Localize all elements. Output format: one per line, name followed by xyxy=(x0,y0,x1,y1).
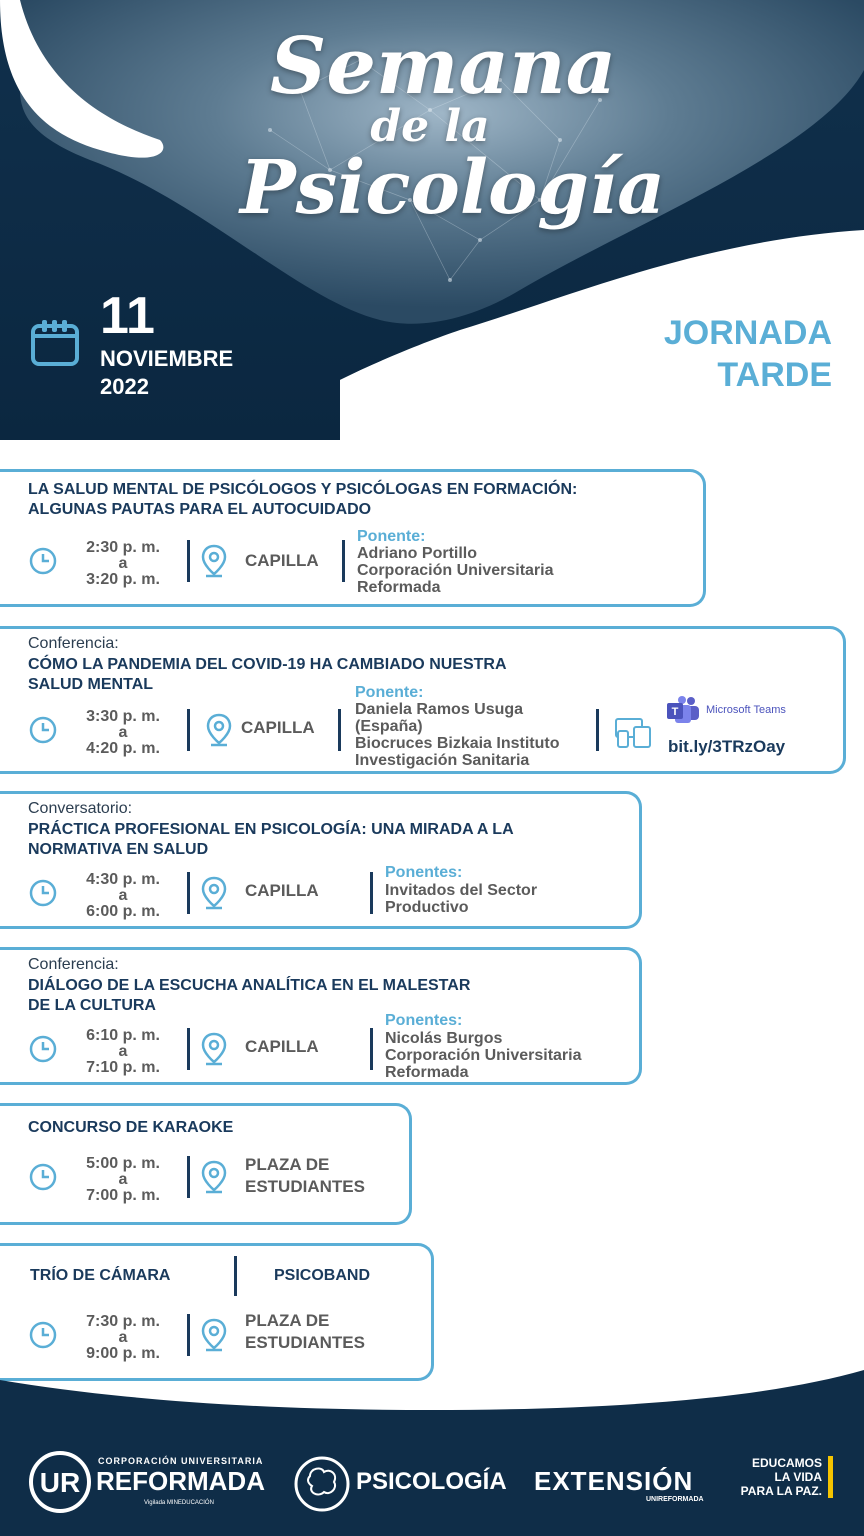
event-time xyxy=(70,540,176,588)
teams-label: Microsoft Teams xyxy=(706,704,786,716)
event-time xyxy=(70,872,176,920)
divider xyxy=(187,1156,190,1198)
teams-link[interactable]: bit.ly/3TRzOay xyxy=(668,737,786,756)
microsoft-teams-icon xyxy=(667,695,701,725)
jornada-label xyxy=(664,312,832,396)
time-separator: a xyxy=(118,1171,128,1188)
slogan-line-2: LA VIDA xyxy=(774,1470,822,1484)
speaker-label: Ponentes: xyxy=(385,1012,463,1029)
header-banner xyxy=(0,0,864,440)
place-line-2: ESTUDIANTES xyxy=(245,1177,365,1196)
clock-icon xyxy=(28,1320,58,1350)
event-title xyxy=(28,480,577,520)
event-place: CAPILLA xyxy=(245,881,319,900)
clock-icon xyxy=(28,1162,58,1192)
event-time xyxy=(70,1156,176,1204)
time-end: 3:20 p. m. xyxy=(86,571,160,588)
event-title-left: TRÍO DE CÁMARA xyxy=(30,1267,171,1284)
event-title xyxy=(28,655,507,695)
event-time xyxy=(70,709,176,757)
footer xyxy=(0,1370,864,1536)
calendar-icon xyxy=(30,318,80,368)
event-type: Conferencia: xyxy=(28,635,119,652)
svg-text:UR: UR xyxy=(39,1467,81,1498)
event-place: CAPILLA xyxy=(241,718,315,737)
title-line-1: Semana xyxy=(270,21,617,112)
speaker-info xyxy=(385,882,537,916)
divider xyxy=(370,1028,373,1070)
jornada-line-1: JORNADA xyxy=(663,314,832,352)
slogan-bar xyxy=(828,1456,833,1498)
divider xyxy=(187,1028,190,1070)
svg-text:T: T xyxy=(671,706,679,718)
event-title-line-2: NORMATIVA EN SALUD xyxy=(28,841,209,858)
speaker-line-1: Invitados del Sector xyxy=(385,882,538,899)
slogan-line-1: EDUCAMOS xyxy=(751,1456,822,1470)
speaker-label: Ponente: xyxy=(357,528,426,545)
time-end: 9:00 p. m. xyxy=(86,1345,160,1362)
speaker-info xyxy=(357,545,554,596)
time-separator: a xyxy=(118,555,128,572)
event-place xyxy=(245,1310,365,1354)
event-type: Conversatorio: xyxy=(28,800,133,817)
speaker-label: Ponente: xyxy=(355,684,424,701)
time-start: 6:10 p. m. xyxy=(86,1027,160,1044)
divider xyxy=(342,540,345,582)
divider xyxy=(187,1314,190,1356)
time-end: 6:00 p. m. xyxy=(86,903,160,920)
logo-extension: EXTENSIÓN xyxy=(534,1466,694,1496)
event-place: CAPILLA xyxy=(245,551,319,570)
place-line-1: PLAZA DE xyxy=(245,1311,330,1330)
event-card-3 xyxy=(0,791,642,929)
location-pin-icon xyxy=(201,1318,227,1352)
time-end: 7:10 p. m. xyxy=(86,1059,160,1076)
place-line-2: ESTUDIANTES xyxy=(245,1333,365,1352)
time-separator: a xyxy=(118,1329,128,1346)
time-start: 5:00 p. m. xyxy=(86,1155,160,1172)
divider xyxy=(596,709,599,751)
time-separator: a xyxy=(118,1043,128,1060)
logo-extension-sub: UNIREFORMADA xyxy=(646,1496,704,1503)
footer-background xyxy=(0,1370,864,1536)
date-year: 2022 xyxy=(100,374,149,399)
clock-icon xyxy=(28,878,58,908)
date-month: NOVIEMBRE xyxy=(100,346,234,371)
time-end: 4:20 p. m. xyxy=(86,740,160,757)
speaker-info xyxy=(355,701,560,769)
time-start: 7:30 p. m. xyxy=(86,1313,160,1330)
event-card-6 xyxy=(0,1243,434,1381)
speaker-info xyxy=(385,1030,582,1081)
event-card-4 xyxy=(0,947,642,1085)
event-place: CAPILLA xyxy=(245,1037,319,1056)
time-end: 7:00 p. m. xyxy=(86,1187,160,1204)
event-title-line-2: ALGUNAS PAUTAS PARA EL AUTOCUIDADO xyxy=(28,501,372,518)
event-title-line-1: PRÁCTICA PROFESIONAL EN PSICOLOGÍA: UNA MIRADA A LA xyxy=(28,821,514,838)
event-title-right: PSICOBAND xyxy=(274,1267,371,1284)
event-card-5 xyxy=(0,1103,412,1225)
speaker-line-1: Daniela Ramos Usuga xyxy=(355,701,524,718)
clock-icon xyxy=(28,1034,58,1064)
time-start: 4:30 p. m. xyxy=(86,871,160,888)
speaker-line-4: Investigación Sanitaria xyxy=(355,752,530,769)
event-title-line-1: DIÁLOGO DE LA ESCUCHA ANALÍTICA EN EL MALESTAR xyxy=(28,977,471,994)
event-type: Conferencia: xyxy=(28,956,119,973)
event-title-line-1: CÓMO LA PANDEMIA DEL COVID-19 HA CAMBIADO NUESTRA xyxy=(28,656,507,673)
speaker-label: Ponentes: xyxy=(385,864,463,881)
divider xyxy=(370,872,373,914)
time-start: 3:30 p. m. xyxy=(86,708,160,725)
slogan-line-3: PARA LA PAZ. xyxy=(740,1484,822,1498)
speaker-line-3: Reformada xyxy=(385,1064,469,1081)
event-card-1 xyxy=(0,469,706,607)
event-title-line-2: SALUD MENTAL xyxy=(28,676,154,693)
speaker-line-3: Biocruces Bizkaia Instituto xyxy=(355,735,560,752)
devices-icon xyxy=(614,717,652,749)
event-title-line-1: LA SALUD MENTAL DE PSICÓLOGOS Y PSICÓLOGAS EN FORMACIÓN: xyxy=(28,481,578,498)
event-title: CONCURSO DE KARAOKE xyxy=(28,1119,234,1136)
divider xyxy=(187,872,190,914)
speaker-line-3: Reformada xyxy=(357,579,441,596)
logo-reformada-big: REFORMADA xyxy=(96,1466,265,1496)
location-pin-icon xyxy=(201,544,227,578)
slogan xyxy=(722,1456,822,1498)
event-title xyxy=(28,820,514,860)
reformada-logo-icon xyxy=(28,1450,92,1514)
divider xyxy=(338,709,341,751)
speaker-line-2: Corporación Universitaria xyxy=(357,562,554,579)
time-separator: a xyxy=(118,724,128,741)
title-line-3: Psicología xyxy=(240,145,666,231)
divider xyxy=(187,709,190,751)
logo-reformada-small: CORPORACIÓN UNIVERSITARIA xyxy=(98,1456,264,1466)
location-pin-icon xyxy=(201,876,227,910)
jornada-line-2: TARDE xyxy=(717,356,832,394)
divider xyxy=(187,540,190,582)
psicologia-logo-icon xyxy=(292,1454,352,1514)
speaker-line-1: Adriano Portillo xyxy=(357,545,477,562)
clock-icon xyxy=(28,546,58,576)
location-pin-icon xyxy=(201,1032,227,1066)
time-start: 2:30 p. m. xyxy=(86,539,160,556)
event-card-2 xyxy=(0,626,846,774)
event-title xyxy=(28,976,470,1016)
event-place xyxy=(245,1154,365,1198)
event-time xyxy=(70,1314,176,1362)
date-day: 11 xyxy=(100,287,155,345)
title-line-2: de la xyxy=(370,101,490,152)
logo-reformada-tag: Vigilada MINEDUCACIÓN xyxy=(144,1500,214,1506)
time-separator: a xyxy=(118,887,128,904)
clock-icon xyxy=(28,715,58,745)
divider xyxy=(234,1256,237,1296)
speaker-line-2: Productivo xyxy=(385,899,469,916)
place-line-1: PLAZA DE xyxy=(245,1155,330,1174)
event-title-line-2: DE LA CULTURA xyxy=(28,997,156,1014)
speaker-line-2: (España) xyxy=(355,718,423,735)
location-pin-icon xyxy=(201,1160,227,1194)
location-pin-icon xyxy=(206,713,232,747)
speaker-line-1: Nicolás Burgos xyxy=(385,1030,503,1047)
logo-psicologia: PSICOLOGÍA xyxy=(356,1468,507,1495)
event-time xyxy=(70,1028,176,1076)
speaker-line-2: Corporación Universitaria xyxy=(385,1047,582,1064)
